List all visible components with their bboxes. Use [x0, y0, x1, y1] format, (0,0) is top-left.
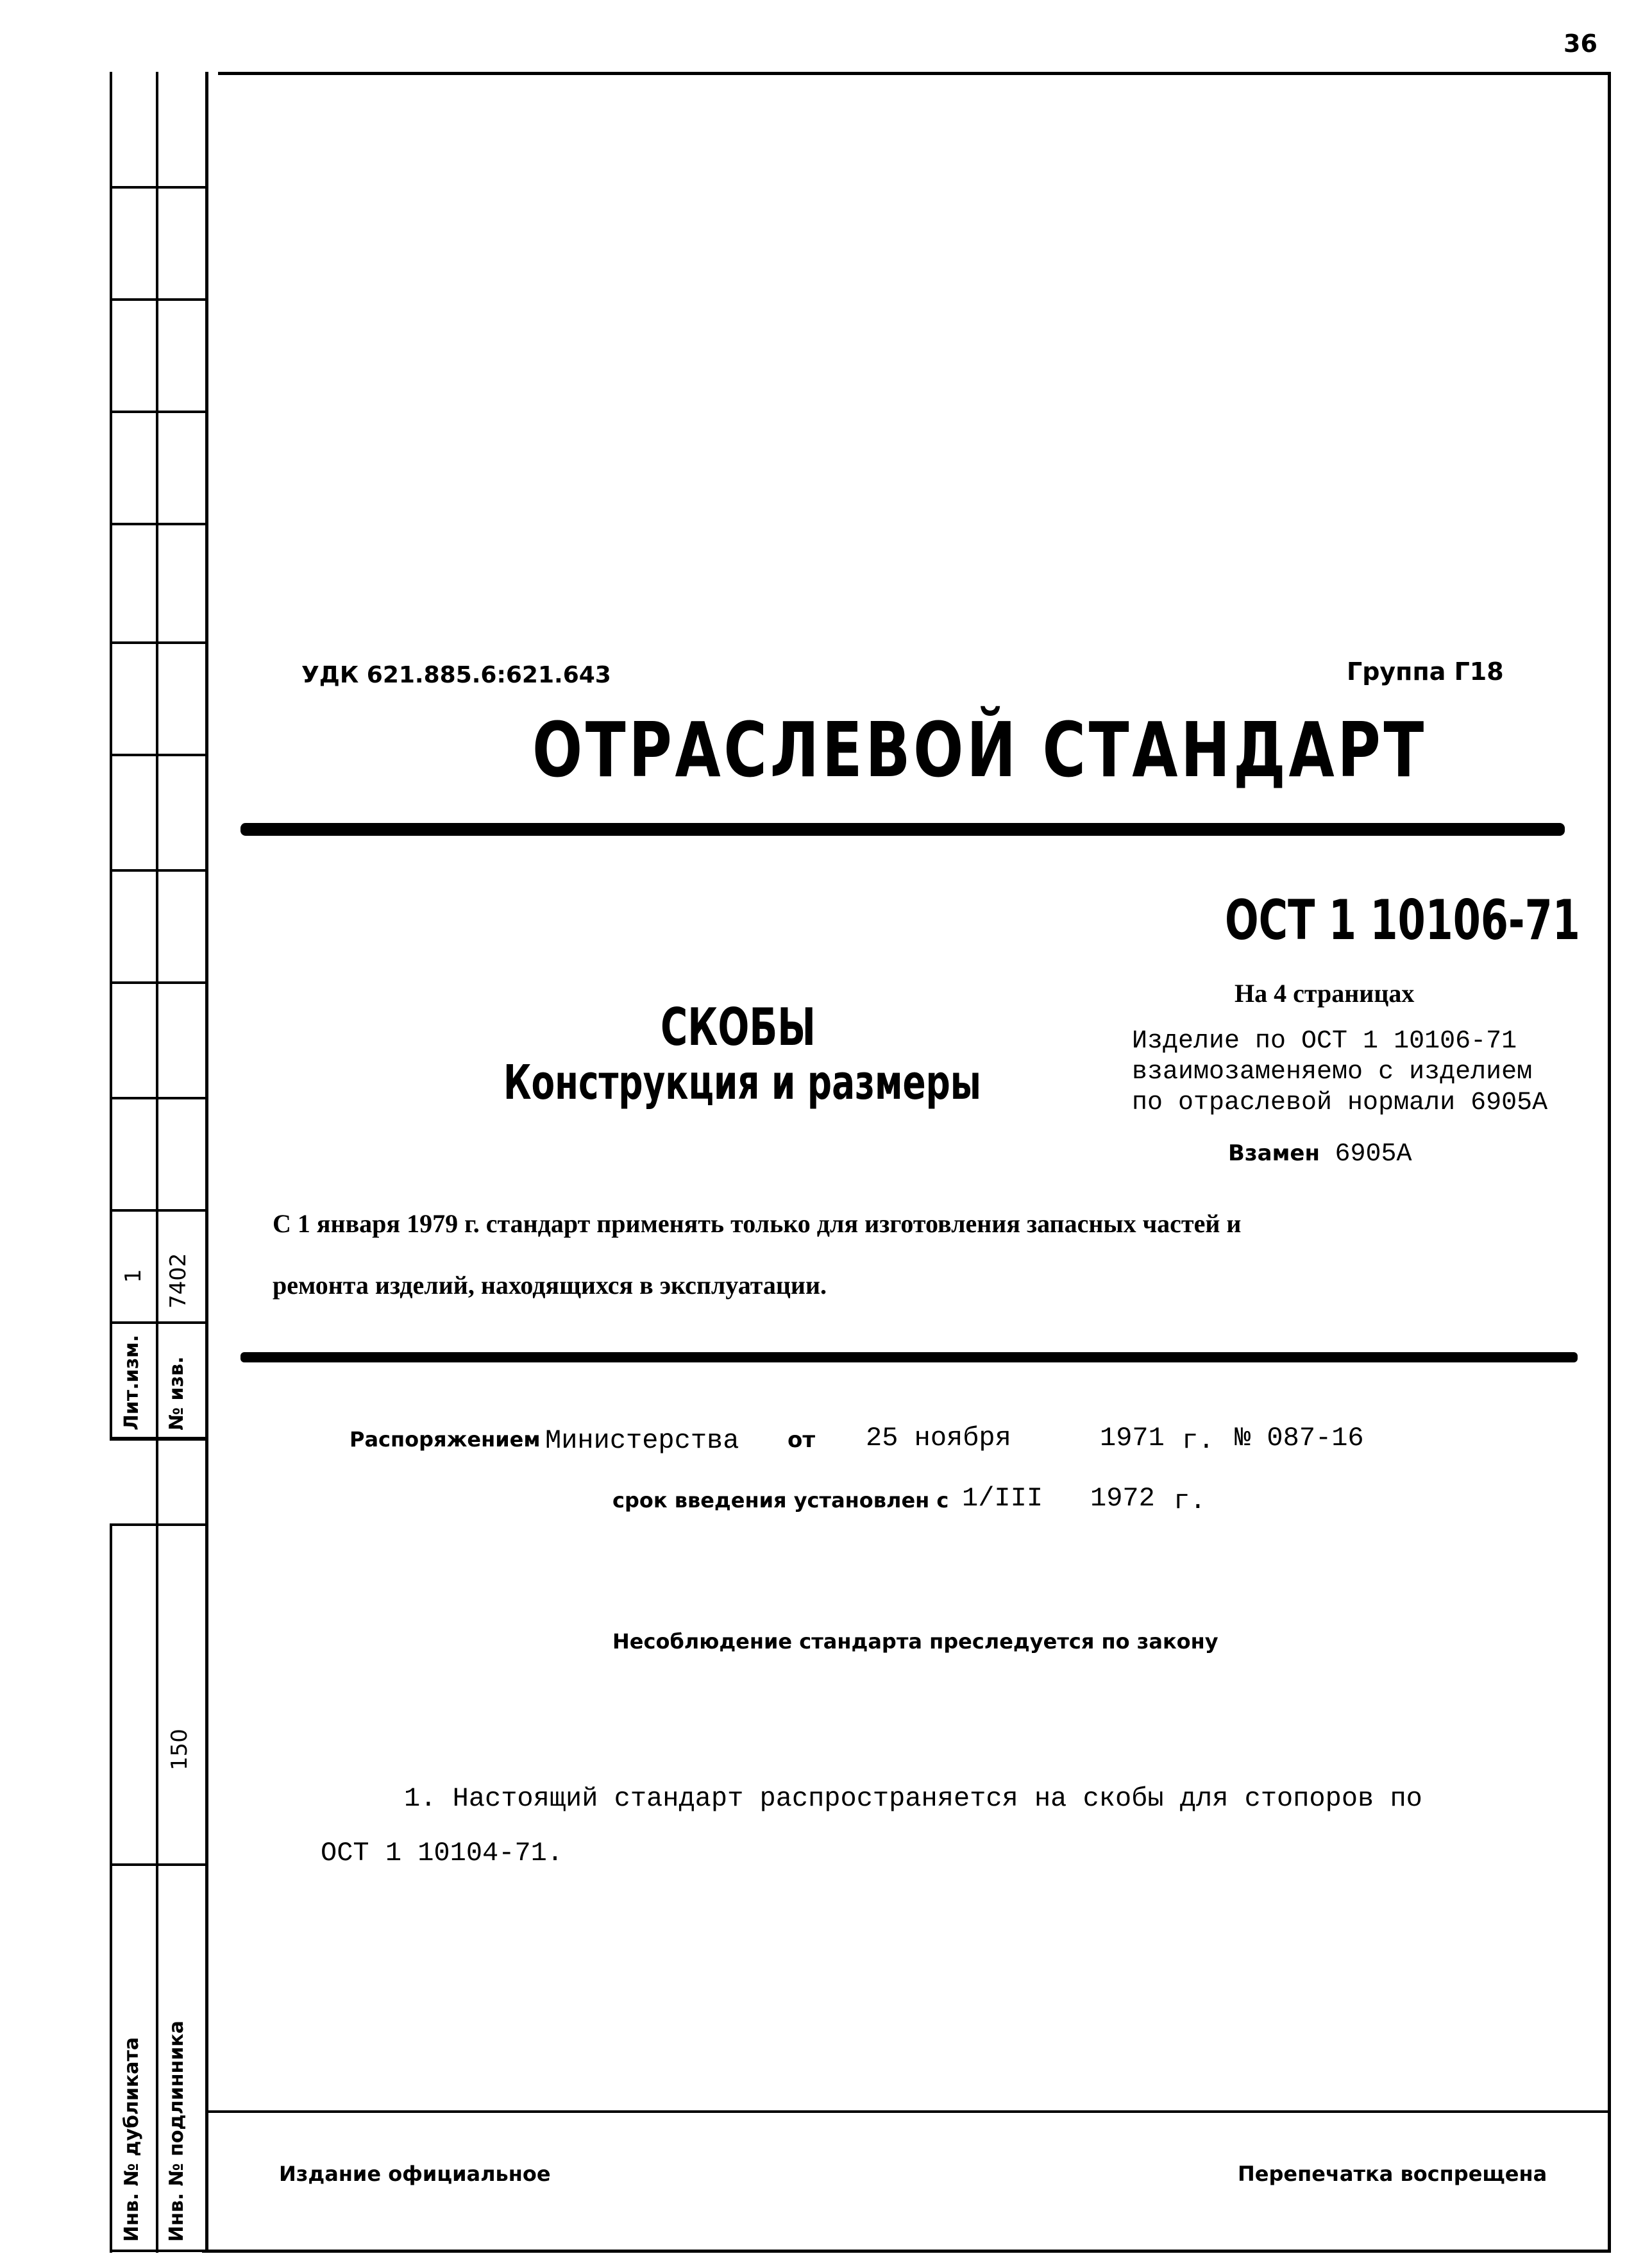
- udk-text: УДК 621.885.6:621.643: [301, 662, 611, 688]
- stamp-inv-podl-label: Инв. № подлинника: [165, 2021, 188, 2242]
- interchange-line-2: взаимозаменяемо с изделием: [1132, 1058, 1533, 1087]
- subject-subtitle: Конструкция и размеры: [503, 1055, 981, 1110]
- thick-rule-top: [240, 823, 1565, 836]
- thick-rule-bottom: [240, 1352, 1578, 1362]
- frame-right-line: [1608, 72, 1611, 2253]
- order-label: Распоряжением: [350, 1427, 541, 1452]
- footer-right: Перепечатка воспрещена: [1238, 2162, 1547, 2186]
- stamp-gap: [108, 1441, 113, 1523]
- stamp-row-line: [110, 754, 207, 756]
- main-title: ОТРАСЛЕВОЙ СТАНДАРТ: [532, 706, 1428, 794]
- interchange-line-3: по отраслевой нормали 6905А: [1132, 1089, 1548, 1117]
- footer-left: Издание официальное: [279, 2162, 551, 2186]
- order-ministry: Министерства: [545, 1425, 739, 1456]
- stamp-row-line: [110, 641, 207, 644]
- notice-line-1: С 1 января 1979 г. стандарт применять только для изготовления запасных частей и: [273, 1209, 1242, 1238]
- stamp-row-line: [110, 1097, 207, 1099]
- replaces-line: [1228, 1139, 1412, 1169]
- subject-subtitle-box: [503, 1055, 1167, 1110]
- group-label: Группа Г18: [1347, 657, 1504, 686]
- frame-top-line: [218, 72, 1611, 75]
- interchange-block: [1132, 1026, 1547, 1119]
- stamp-row-line: [110, 186, 207, 189]
- stamp-col-line-2: [156, 72, 158, 2253]
- stamp-row-line: [110, 869, 207, 872]
- order-line: [350, 1427, 541, 1452]
- stamp-row-line: [110, 2250, 207, 2252]
- notice-line-2: ремонта изделий, находящихся в эксплуатации.: [273, 1271, 827, 1300]
- subject-title-box: [661, 997, 876, 1057]
- pages-note: На 4 страницах: [1235, 979, 1415, 1008]
- stamp-no-izv-label: № изв.: [165, 1356, 188, 1430]
- order-year-suffix: г.: [1182, 1425, 1215, 1456]
- order-from: от: [788, 1427, 816, 1453]
- stamp-row-line: [110, 981, 207, 984]
- stamp-row-line: [110, 1437, 207, 1441]
- stamp-row-line: [110, 298, 207, 301]
- stamp-row-line: [110, 1321, 207, 1324]
- replaces-label: Взамен: [1228, 1140, 1320, 1166]
- stamp-col-line-1: [110, 72, 112, 2253]
- order-number: № 087-16: [1235, 1423, 1364, 1454]
- footer-separator-line: [205, 2110, 1611, 2113]
- stamp-no-izv-value: 7402: [165, 1253, 191, 1309]
- standard-number-box: [1225, 888, 1652, 953]
- stamp-row-line: [110, 1523, 207, 1526]
- stamp-lit-izm-label: Лит.изм.: [121, 1334, 143, 1430]
- clause1-line-1: 1. Настоящий стандарт распространяется на скобы для стопоров по: [404, 1783, 1422, 1814]
- order-date: 25 ноября: [866, 1423, 1011, 1454]
- stamp-row-line: [110, 1863, 207, 1866]
- standard-number: ОСТ 1 10106-71: [1225, 888, 1580, 953]
- stamp-row-line: [110, 411, 207, 413]
- udk-code: [301, 661, 611, 689]
- effective-year: 1972: [1090, 1483, 1155, 1514]
- subject-title: СКОБЫ: [661, 997, 816, 1057]
- page-number: 36: [1564, 30, 1597, 58]
- law-note: Несоблюдение стандарта преследуется по закону: [612, 1629, 1218, 1654]
- order-year: 1971: [1100, 1423, 1165, 1454]
- main-title-box: [532, 706, 1428, 795]
- stamp-inv-podl-value: 150: [167, 1729, 192, 1770]
- frame-bottom-line: [202, 2250, 1611, 2253]
- effective-year-suffix: г.: [1174, 1486, 1206, 1516]
- frame-left-line: [205, 72, 208, 2253]
- stamp-lit-izm-value: 1: [121, 1269, 146, 1283]
- effective-date: 1/III: [962, 1483, 1043, 1514]
- notice-block: [273, 1193, 1241, 1316]
- stamp-inv-dubl-label: Инв. № дубликата: [121, 2037, 143, 2242]
- stamp-row-line: [110, 1209, 207, 1212]
- clause1-line-2: ОСТ 1 10104-71.: [321, 1838, 564, 1869]
- replaces-value: 6905А: [1335, 1140, 1412, 1169]
- interchange-line-1: Изделие по ОСТ 1 10106-71: [1132, 1027, 1517, 1056]
- stamp-row-line: [110, 523, 207, 525]
- effective-label: срок введения установлен с: [612, 1488, 949, 1513]
